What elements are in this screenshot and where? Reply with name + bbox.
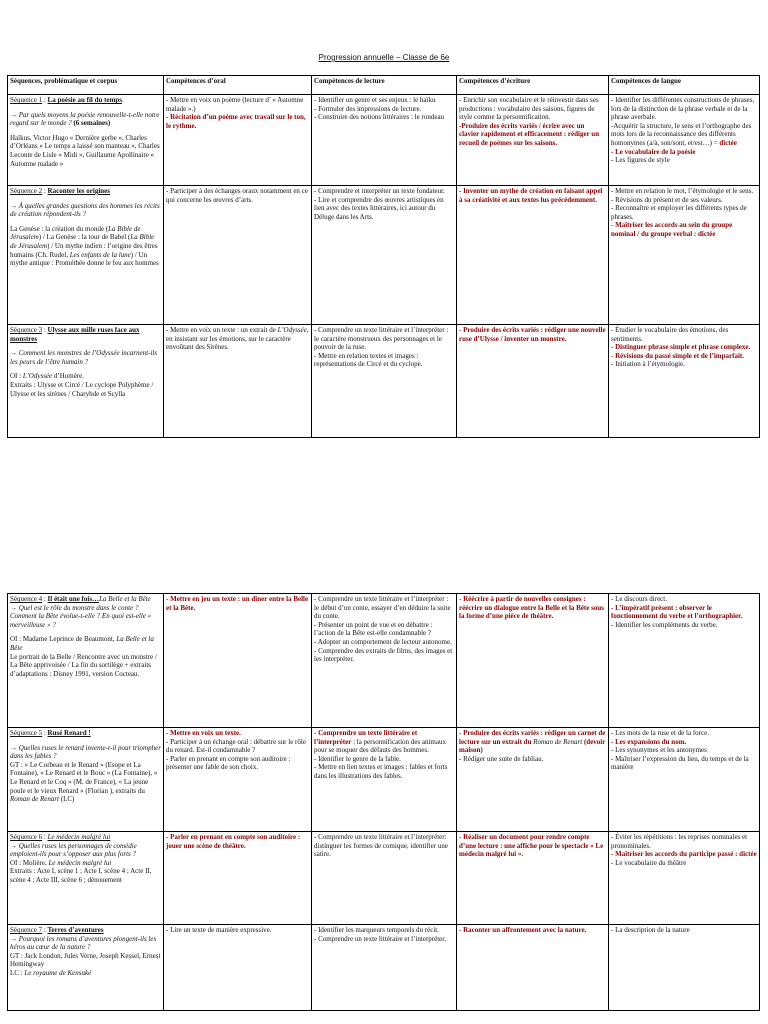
text-line: [611, 326, 757, 343]
text-run: LC :: [10, 968, 25, 977]
text-run: - La description de la nature: [611, 926, 690, 934]
text-line: [611, 122, 757, 148]
text-line: [611, 746, 757, 755]
text-line: [10, 225, 161, 268]
text-line: [314, 638, 454, 647]
text-run: d’Homère.: [52, 372, 85, 381]
text-line: [611, 833, 757, 850]
text-line: [611, 755, 757, 772]
text-line: [10, 349, 161, 366]
oral-cell: [164, 728, 312, 832]
text-run: Extraits : Acte I, scène 1 ; Acte I, scène 4 ; Acte II, scène 4 ; Acte III, scène 6 ; dénouement: [10, 867, 152, 884]
text-run: - Participer à des échanges oraux notamment en ce qui concerne les œuvres d’arts.: [166, 187, 308, 204]
text-run: - Identifier un genre et ses enjeux : le haïku: [314, 96, 436, 104]
text-run: - Raconter un affrontement avec la nature.: [459, 926, 587, 934]
text-run: → Quelles ruses les personnages de comédie emploient-ils pour s’opposer aux plus forts ?: [10, 841, 137, 859]
oral-cell: [164, 186, 312, 325]
text-run: - Le vocabulaire du théâtre: [611, 858, 687, 867]
lecture-cell: [312, 832, 457, 925]
text-run: - Identifier les marqueurs temporels du récit.: [314, 926, 439, 934]
text-run: - Rédiger une suite de fabliau.: [459, 754, 544, 763]
text-run: L’Odyssée: [22, 372, 53, 381]
column-header: Compétences d’écriture: [457, 76, 609, 95]
text-run: - Les synonymes et les antonymes: [611, 746, 707, 755]
text-run: La Bible de Jérusalem: [10, 224, 141, 242]
text-line: [459, 595, 606, 621]
lecture-cell: [312, 325, 457, 438]
text-run: ) / Un mythe antique : Prométhée donne le feu aux hommes: [10, 250, 159, 268]
text-run: Le médecin malgré lui: [48, 858, 112, 867]
oral-cell: [164, 95, 312, 186]
text-line: [611, 156, 757, 165]
text-line: [10, 381, 161, 398]
text-run: Raconter les origines: [47, 187, 111, 195]
text-run: ) / La Genèse : la tour de Babel (: [38, 233, 131, 242]
text-line: [314, 96, 454, 105]
text-line: [10, 202, 161, 219]
text-run: - Les expansions du nom.: [611, 737, 687, 746]
text-line: [314, 187, 454, 196]
langue-cell: [609, 594, 760, 728]
text-run: , en insistant sur les émotions, sur le caractère envoûtant des Sirènes.: [166, 326, 309, 352]
text-run: Rusé Renard !: [47, 729, 91, 737]
text-line: [10, 111, 161, 128]
text-run: OI :: [10, 372, 23, 381]
text-line: [314, 763, 454, 780]
text-run: OI : Madame Leprince de Beaumont,: [10, 635, 117, 644]
text-line: [166, 729, 309, 738]
sequence-cell: [8, 925, 164, 1011]
text-run: GT : Jack London, Jules Verne, Joseph Kessel, Ernest Hemingway: [10, 951, 161, 969]
text-line: [459, 833, 606, 859]
text-run: - Adopter un comportement de lecteur autonome.: [314, 637, 452, 646]
text-line: [611, 729, 757, 738]
text-line: [166, 833, 309, 850]
text-run: :: [42, 729, 48, 737]
text-line: [314, 926, 454, 935]
text-run: - Étudier le vocabulaire des émotions, des sentiments.: [611, 326, 729, 343]
text-run: - Maîtriser les accords au sein du groupe nominal / du groupe verbal : dictée: [611, 221, 733, 238]
sequence-cell: [8, 325, 164, 438]
text-run: Séquence 1: [10, 96, 43, 104]
text-run: Roman de Renart: [533, 737, 583, 746]
text-run: (devoir maison): [459, 737, 606, 755]
text-line: [459, 926, 606, 935]
ecriture-cell: [457, 728, 609, 832]
text-line: [166, 926, 309, 935]
text-run: L’Odyssée: [277, 326, 307, 334]
text-run: Séquence 3: [10, 326, 43, 334]
text-line: [314, 833, 454, 859]
text-run: Roman de Renart: [10, 795, 59, 804]
text-run: - Révisions du présent et de ses valeurs.: [611, 195, 723, 204]
text-line: [314, 621, 454, 638]
text-run: .: [122, 96, 124, 104]
text-line: [611, 204, 757, 221]
text-run: Terres d’aventures: [47, 926, 104, 934]
text-run: La Genèse : la création du monde (: [10, 224, 109, 233]
oral-cell: [164, 925, 312, 1011]
text-line: [10, 595, 161, 604]
text-run: - Mettre en voix un texte.: [166, 729, 241, 737]
text-line: [611, 196, 757, 205]
text-line: [10, 134, 161, 168]
text-run: -Acquérir la structure, le sens et l’orthographe des mots lors de la reconnaissance des différents homonymes (a/à, son/sont, et/est…) =: [611, 121, 752, 147]
text-run: - Présenter un point de vue et en débattre : l’action de la Bête est-elle condamnable ?: [314, 620, 433, 638]
text-line: [314, 105, 454, 114]
lecture-cell: [312, 95, 457, 186]
text-line: [611, 850, 757, 859]
sequence-cell: [8, 832, 164, 925]
text-run: → Quel est le rôle du monstre dans le conte ? Comment la Bête évolue-t-elle ? En quoi est-elle « merveilleuse » ?: [10, 603, 152, 629]
text-run: Haïkus, Victor Hugo « Dernière gerbe », Charles d’Orléans « Le temps a laissé son manteau », Charles Leconte de Lisle « Midi », Guillaume Apollinaire « Automne malade »: [10, 133, 160, 168]
text-run: Le médecin malgré lui: [47, 833, 111, 841]
text-line: [10, 935, 161, 952]
table-row: [8, 925, 760, 1011]
table-row: [8, 832, 760, 925]
text-line: [166, 187, 309, 204]
oral-cell: [164, 325, 312, 438]
text-line: [611, 96, 757, 122]
text-run: - Comprendre un texte littéraire et l’interpréter.: [314, 934, 446, 943]
lecture-cell: [312, 728, 457, 832]
text-line: [166, 113, 309, 130]
text-run: - Identifier les compléments du verbe.: [611, 620, 718, 629]
text-run: - Parler en prenant en compte son auditoire : jouer une scène de théâtre.: [166, 833, 301, 850]
text-line: [166, 595, 309, 612]
text-run: :: [42, 96, 48, 104]
document-title: Progression annuelle – Classe de 6e: [318, 53, 450, 62]
text-run: - Éviter les répétitions : les reprises nominales et pronominales.: [611, 833, 748, 850]
progression-table-page-2: [7, 593, 760, 1011]
text-run: - Révisions du passé simple et de l’imparfait.: [611, 351, 744, 360]
column-header: Compétences d’oral: [164, 76, 312, 95]
text-line: [459, 122, 606, 148]
text-line: [10, 326, 161, 343]
text-line: [10, 372, 161, 381]
text-run: Les enfants de la lune: [69, 250, 131, 259]
text-run: Séquence 7: [10, 926, 43, 934]
text-run: - Réaliser un document pour rendre compte d’une lecture : une affiche pour le spectacle « Le médecin malgré lui ».: [459, 833, 604, 859]
text-run: Le royaume de Kensuké: [24, 968, 92, 977]
text-run: - Initiation à l’étymologie.: [611, 360, 685, 369]
sequence-cell: [8, 728, 164, 832]
text-run: La Belle et la Bête: [10, 635, 154, 652]
text-run: - Comprendre et interpréter un texte fondateur.: [314, 187, 445, 195]
text-run: - Construire des notions littéraires : le rondeau: [314, 113, 445, 122]
text-run: OI : Molière,: [10, 858, 49, 867]
text-line: [611, 352, 757, 361]
text-run: - Inventer un mythe de création en faisant appel à sa créativité et aux textes lus précédemment.: [459, 187, 603, 204]
oral-cell: [164, 594, 312, 728]
text-line: [611, 221, 757, 238]
text-line: [611, 738, 757, 747]
text-line: [166, 738, 309, 755]
text-run: - Distinguer phrase simple et phrase complexe.: [611, 343, 751, 352]
text-line: [611, 604, 757, 621]
text-run: -Produire des écrits variés / écrire avec un clavier rapidement et efficacement : rédiger un recueil de poèmes sur les saisons.: [459, 121, 600, 147]
progression-table-page-1: [7, 75, 760, 438]
text-run: - Comprendre un texte littéraire et l’interpréter : le début d’un conte, essayer d’en déduire la suite du conte.: [314, 595, 451, 621]
text-run: :: [42, 926, 48, 934]
text-line: [314, 729, 454, 755]
text-line: [611, 926, 757, 935]
text-run: - Réécrire à partir de nouvelles consignes : réécrire un dialogue entre la Belle et la Bête sous la forme d’une pièce de théâtre.: [459, 595, 604, 621]
sequence-cell: [8, 186, 164, 325]
text-line: [314, 935, 454, 944]
text-line: [166, 96, 309, 113]
text-run: - Mettre en voix un texte : un extrait de: [166, 326, 278, 334]
text-run: (LC): [59, 795, 75, 804]
text-line: [10, 842, 161, 859]
text-run: :: [42, 833, 48, 841]
text-run: Séquence 6: [10, 833, 43, 841]
text-run: - Identifier le genre de la fable.: [314, 754, 401, 763]
table-row: [8, 728, 760, 832]
text-run: - Mettre en relation le mot, l’étymologie et le sens.: [611, 187, 754, 195]
langue-cell: [609, 728, 760, 832]
header-row: [8, 76, 760, 95]
column-header: Séquences, problématique et corpus: [8, 76, 164, 95]
text-run: - Comprendre des extraits de films, des images et les interpréter.: [314, 646, 453, 664]
text-line: [314, 755, 454, 764]
text-line: [10, 859, 161, 868]
text-line: [459, 96, 606, 122]
text-run: - Mettre en voix un poème (lecture d’ « Automne malade ».): [166, 96, 304, 113]
text-line: [611, 343, 757, 352]
text-run: - Produire des écrits variés : rédiger une nouvelle ruse d’Ulysse / inventer un monstre.: [459, 326, 606, 343]
text-run: - Maîtriser les accords du participe passé : dictée: [611, 850, 757, 859]
text-run: - Parler en prenant en compte son auditoire : présenter une fable de son choix.: [166, 754, 291, 772]
text-line: [459, 326, 606, 343]
text-run: :: [42, 595, 48, 603]
text-line: [611, 187, 757, 196]
text-line: [10, 729, 161, 738]
text-line: [459, 755, 606, 764]
oral-cell: [164, 832, 312, 925]
text-run: - Lire un texte de manière expressive.: [166, 926, 272, 934]
ecriture-cell: [457, 594, 609, 728]
text-line: [10, 187, 161, 196]
text-run: - Comprendre un texte littéraire et l’interpréter : le caractère monstrueux des personnages et le pouvoir de la ruse.: [314, 326, 449, 352]
table-row: [8, 325, 760, 438]
text-line: [10, 867, 161, 884]
text-run: La Bible de Jérusalem: [10, 233, 155, 250]
text-run: - Enrichir son vocabulaire et le réinvestir dans ses productions : vocabulaire des saisons, figures de style comme la personnification.: [459, 96, 599, 122]
text-line: [10, 926, 161, 935]
text-run: - Participer à un échange oral : débattre sur le rôle du renard. Est-il condamnable ?: [166, 737, 306, 755]
text-run: - Maîtriser l’expression du lieu, du temps et de la manière: [611, 754, 749, 772]
text-line: [314, 326, 454, 352]
text-run: - L’impératif présent : observer le fonctionnement du verbe et l’orthographier.: [611, 603, 743, 621]
text-run: :: [42, 326, 48, 334]
table-row: [8, 186, 760, 325]
text-line: [10, 96, 161, 105]
text-run: - Les mots de la ruse et de la force.: [611, 729, 709, 737]
text-run: → Pourquoi les romans d’aventures plongent-ils les héros au cœur de la nature ?: [10, 934, 157, 952]
text-line: [314, 196, 454, 222]
langue-cell: [609, 325, 760, 438]
langue-cell: [609, 832, 760, 925]
text-line: [611, 148, 757, 157]
text-run: La Belle et la Bête: [99, 595, 151, 603]
langue-cell: [609, 186, 760, 325]
text-line: [166, 326, 309, 352]
text-run: - Identifier les différentes constructions de phrases, lors de la distinction de la phrase verbale et de la phrase averbale.: [611, 96, 755, 122]
text-run: ) / Un mythe indien : l’origine des êtres humains (Ch. Rudel,: [10, 241, 158, 259]
text-run: GT : « Le Corbeau et le Renard » (Esope et La Fontaine), « Le Renard et le Bouc » (La Fontaine), « Le Renard et le Coq » (M. de France), « La jeune poule et le vieux Renard » (Florian ), extraits du: [10, 760, 158, 795]
text-run: - Lire et comprendre des œuvres artistiques en lien avec des textes littéraires, ici autour du Déluge dans les Arts.: [314, 195, 444, 221]
ecriture-cell: [457, 325, 609, 438]
lecture-cell: [312, 925, 457, 1011]
text-line: [611, 360, 757, 369]
text-run: Ulysse aux mille ruses face aux monstres: [10, 326, 140, 343]
text-run: → À quelles grandes questions des hommes les récits de création répondent-ils ?: [10, 201, 160, 219]
table-row: [8, 594, 760, 728]
text-run: - Mettre en relation textes et images : représentations de Circé et du cyclope.: [314, 351, 423, 369]
text-line: [314, 352, 454, 369]
text-run: Séquence 2: [10, 187, 43, 195]
text-run: → Par quels moyens la poésie renouvelle-t-elle notre regard sur le monde ?: [10, 110, 160, 128]
sequence-cell: [8, 95, 164, 186]
text-line: [166, 755, 309, 772]
text-run: - Comprendre un texte littéraire et l’interpréter: distinguer les formes de comique, identifier une satire.: [314, 833, 448, 859]
text-line: [10, 653, 161, 679]
text-run: : la personnification des animaux pour se moquer des défauts des hommes.: [314, 737, 446, 755]
lecture-cell: [312, 594, 457, 728]
text-line: [10, 833, 161, 842]
langue-cell: [609, 95, 760, 186]
text-line: [10, 969, 161, 978]
text-run: - Mettre en lien textes et images : fables et forts dans les illustrations des fables.: [314, 763, 448, 780]
text-run: (6 semaines): [73, 119, 111, 128]
text-run: Séquence 4: [10, 595, 43, 603]
text-run: Extraits : Ulysse et Circé / Le cyclope Polyphème / Ulysse et les sirènes / Charybde et Scylla: [10, 380, 154, 398]
text-run: - Formuler des impressions de lecture.: [314, 104, 422, 113]
sequence-cell: [8, 594, 164, 728]
text-run: :: [42, 187, 48, 195]
text-line: [10, 744, 161, 761]
ecriture-cell: [457, 925, 609, 1011]
text-run: - Les figures de style: [611, 156, 670, 165]
column-header: Compétences de langue: [609, 76, 760, 95]
text-line: [314, 595, 454, 621]
text-run: Le portrait de la Belle / Rencontre avec un monstre / La Bête apprivoisée / La fin du sortilège + extraits d’adaptations : Disney 1991, version Cocteau.: [10, 652, 157, 678]
text-line: [10, 952, 161, 969]
ecriture-cell: [457, 95, 609, 186]
lecture-cell: [312, 186, 457, 325]
ecriture-cell: [457, 832, 609, 925]
ecriture-cell: [457, 186, 609, 325]
text-line: [611, 859, 757, 868]
text-run: La poésie au fil du temps: [47, 96, 123, 104]
text-run: → Quelles ruses le renard invente-t-il pour triompher dans les fables ?: [10, 743, 161, 761]
text-run: Séquence 5: [10, 729, 43, 737]
text-line: [611, 595, 757, 604]
text-line: [10, 635, 161, 652]
langue-cell: [609, 925, 760, 1011]
text-run: - Mettre en jeu un texte : un dîner entre la Belle et la Bête.: [166, 595, 309, 612]
table-row: [8, 95, 760, 186]
text-line: [459, 187, 606, 204]
text-line: [10, 604, 161, 630]
text-run: - Comprendre un texte littéraire et l’interpréter: [314, 729, 418, 746]
text-run: - Le discours direct.: [611, 595, 667, 603]
text-run: - Récitation d’un poème avec travail sur le ton, le rythme.: [166, 113, 306, 130]
text-line: [459, 729, 606, 755]
text-run: dictée: [719, 138, 737, 147]
text-run: - Le vocabulaire de la poésie: [611, 147, 696, 156]
text-line: [611, 621, 757, 630]
text-run: → Comment les monstres de l’Odyssée incarnent-ils les peurs de l’être humain ?: [10, 349, 158, 366]
column-header: Compétences de lecture: [312, 76, 457, 95]
text-run: - Produire des écrits variés : rédiger un carnet de lecture sur un extrait du: [459, 729, 606, 746]
text-run: - Reconnaître et employer les différents types de phrases.: [611, 204, 747, 221]
text-line: [314, 113, 454, 122]
text-line: [10, 761, 161, 804]
text-line: [314, 647, 454, 664]
text-run: Il était une fois…: [47, 595, 100, 603]
